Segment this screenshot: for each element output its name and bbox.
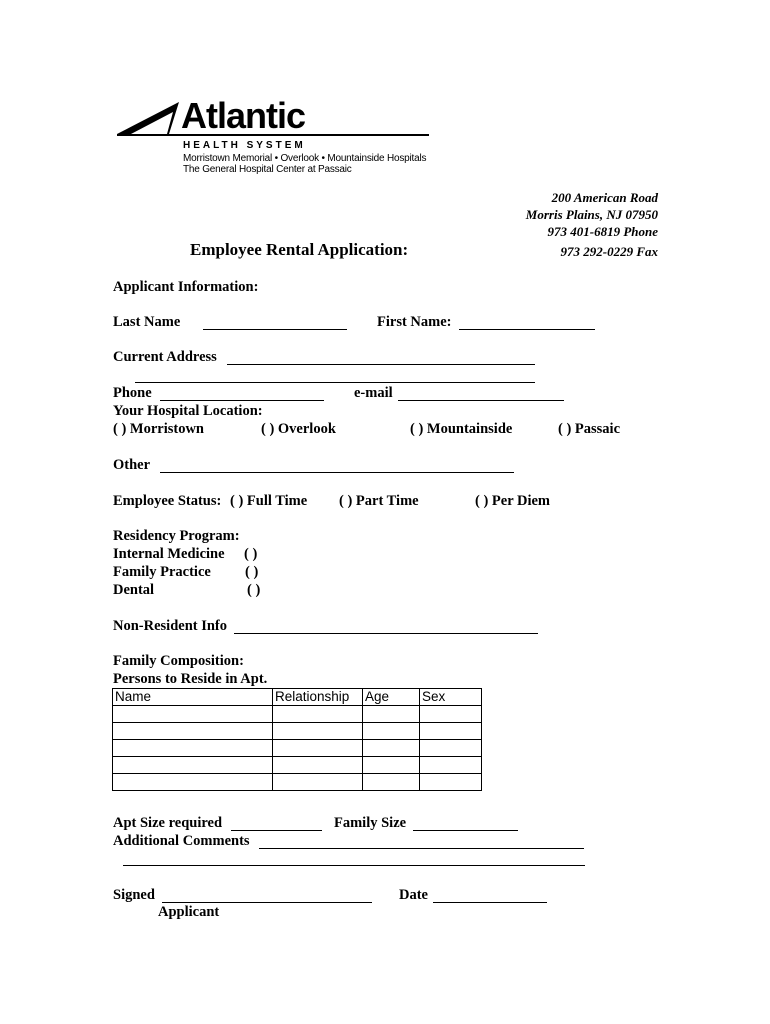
apt-size-field[interactable] (231, 830, 322, 831)
residency-internal-medicine-label: Internal Medicine (113, 546, 225, 562)
family-heading: Family Composition: (113, 653, 244, 669)
family-subheading: Persons to Reside in Apt. (113, 671, 268, 687)
other-field[interactable] (160, 472, 514, 473)
relationship-cell[interactable] (273, 723, 363, 740)
address-phone: 973 401-6819 Phone (547, 224, 658, 239)
address-street: 200 American Road (551, 190, 658, 205)
last-name-label: Last Name (113, 314, 181, 330)
age-cell[interactable] (363, 740, 420, 757)
relationship-cell[interactable] (273, 774, 363, 791)
sex-cell[interactable] (420, 774, 482, 791)
name-cell[interactable] (113, 740, 273, 757)
col-age-header: Age (363, 689, 420, 706)
table-row (113, 740, 482, 757)
comments-label: Additional Comments (113, 833, 250, 849)
applicant-label: Applicant (158, 904, 220, 920)
logo-system: HEALTH SYSTEM (183, 140, 306, 151)
sex-cell[interactable] (420, 740, 482, 757)
col-name-header: Name (113, 689, 273, 706)
residency-dental-label: Dental (113, 582, 155, 598)
residency-heading: Residency Program: (113, 528, 240, 544)
family-table-header (113, 689, 482, 706)
table-row (113, 723, 482, 740)
age-cell[interactable] (363, 723, 420, 740)
relationship-cell[interactable] (273, 740, 363, 757)
age-cell[interactable] (363, 757, 420, 774)
table-row (113, 757, 482, 774)
apt-size-label: Apt Size required (113, 815, 223, 831)
residency-internal-medicine-checkbox[interactable]: ( ) (244, 546, 258, 562)
location-option-overlook[interactable]: ( ) Overlook (261, 421, 336, 437)
age-cell[interactable] (363, 706, 420, 723)
status-option-part-time[interactable]: ( ) Part Time (339, 493, 419, 509)
relationship-cell[interactable] (273, 757, 363, 774)
status-option-full-time[interactable]: ( ) Full Time (230, 493, 308, 509)
name-cell[interactable] (113, 774, 273, 791)
date-label: Date (399, 887, 428, 903)
hospital-location-label: Your Hospital Location: (113, 403, 263, 419)
last-name-field[interactable] (203, 329, 347, 330)
location-option-mountainside[interactable]: ( ) Mountainside (410, 421, 513, 437)
phone-label: Phone (113, 385, 152, 401)
page-title: Employee Rental Application: (190, 240, 409, 259)
non-resident-field[interactable] (234, 633, 538, 634)
comments-field[interactable] (259, 848, 584, 849)
col-relationship-header: Relationship (273, 689, 363, 706)
logo-hospitals-line1: Morristown Memorial • Overlook • Mountainside Hospitals (183, 153, 427, 164)
phone-field[interactable] (160, 400, 324, 401)
comments-field-line2[interactable] (123, 865, 585, 866)
current-address-label: Current Address (113, 349, 217, 365)
residency-family-practice-checkbox[interactable]: ( ) (245, 564, 259, 580)
employee-status-label: Employee Status: (113, 493, 222, 509)
atlantic-logo-mark-icon (117, 98, 183, 136)
family-size-field[interactable] (413, 830, 518, 831)
family-table (112, 688, 482, 791)
table-row (113, 706, 482, 723)
col-sex-header: Sex (420, 689, 482, 706)
first-name-field[interactable] (459, 329, 595, 330)
other-label: Other (113, 457, 151, 473)
first-name-label: First Name: (377, 314, 452, 330)
current-address-field-line2[interactable] (135, 382, 535, 383)
sex-cell[interactable] (420, 757, 482, 774)
sex-cell[interactable] (420, 723, 482, 740)
logo-brand: Atlantic (181, 95, 306, 136)
signature-field[interactable] (162, 902, 372, 903)
family-size-label: Family Size (334, 815, 407, 831)
location-option-passaic[interactable]: ( ) Passaic (558, 421, 621, 437)
date-field[interactable] (433, 902, 547, 903)
sex-cell[interactable] (420, 706, 482, 723)
email-label: e-mail (354, 385, 393, 401)
non-resident-label: Non-Resident Info (113, 618, 227, 634)
residency-family-practice-label: Family Practice (113, 564, 211, 580)
name-cell[interactable] (113, 757, 273, 774)
age-cell[interactable] (363, 774, 420, 791)
name-cell[interactable] (113, 723, 273, 740)
email-field[interactable] (398, 400, 564, 401)
relationship-cell[interactable] (273, 706, 363, 723)
table-row (113, 774, 482, 791)
signed-label: Signed (113, 887, 155, 903)
logo-hospitals-line2: The General Hospital Center at Passaic (183, 164, 352, 175)
location-option-morristown[interactable]: ( ) Morristown (113, 421, 205, 437)
current-address-field[interactable] (227, 364, 535, 365)
logo-rule (117, 134, 429, 136)
address-city: Morris Plains, NJ 07950 (525, 207, 658, 222)
residency-dental-checkbox[interactable]: ( ) (247, 582, 261, 598)
status-option-per-diem[interactable]: ( ) Per Diem (475, 493, 551, 509)
address-fax: 973 292-0229 Fax (560, 244, 658, 259)
name-cell[interactable] (113, 706, 273, 723)
applicant-heading: Applicant Information: (113, 279, 259, 295)
